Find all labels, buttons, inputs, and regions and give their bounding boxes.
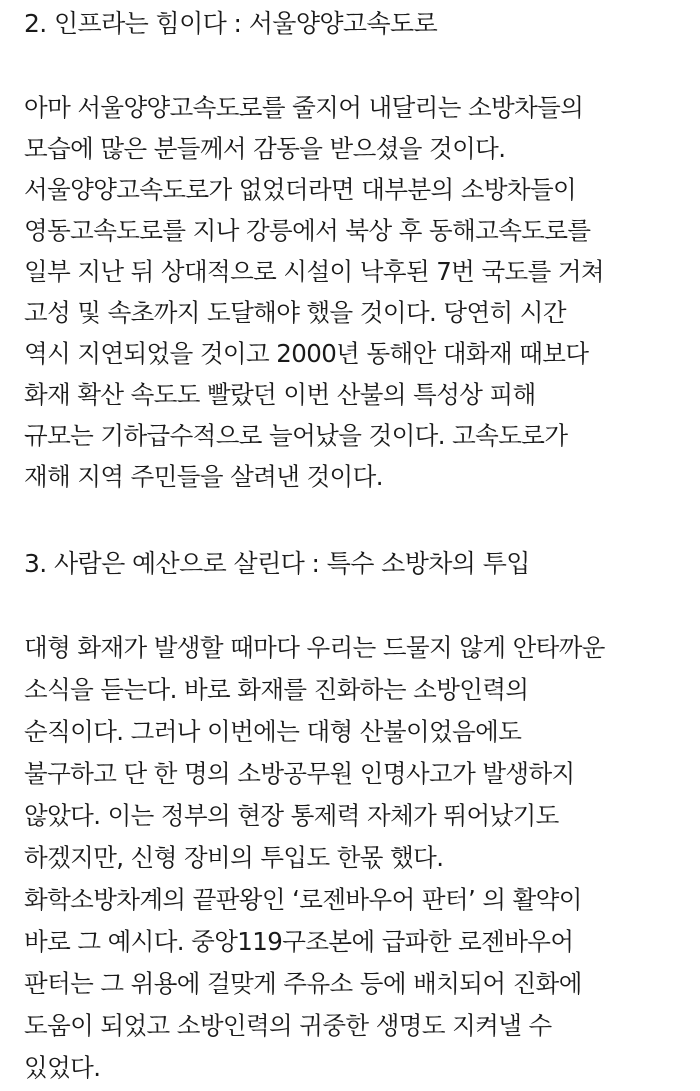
paragraph-line: 순직이다. 그러나 이번에는 대형 산불이었음에도 (24, 717, 522, 746)
paragraph-line: 모습에 많은 분들께서 감동을 받으셨을 것이다. (24, 134, 506, 163)
paragraph-line: 화학소방차계의 끝판왕인 ‘로젠바우어 판터’ 의 활약이 (24, 885, 582, 914)
section-heading-special-fire-trucks: 3. 사람은 예산으로 살린다 : 특수 소방차의 투입 (24, 549, 530, 578)
paragraph-line: 소식을 듣는다. 바로 화재를 진화하는 소방인력의 (24, 675, 529, 704)
paragraph-line: 않았다. 이는 정부의 현장 통제력 자체가 뛰어났기도 (24, 801, 559, 830)
paragraph-line: 화재 확산 속도도 빨랐던 이번 산불의 특성상 피해 (24, 380, 536, 409)
paragraph-line: 고성 및 속초까지 도달해야 했을 것이다. 당연히 시간 (24, 298, 566, 327)
paragraph-line: 바로 그 예시다. 중앙119구조본에 급파한 로젠바우어 (24, 927, 574, 956)
paragraph-line: 있었다. (24, 1053, 101, 1082)
paragraph-line: 역시 지연되었을 것이고 2000년 동해안 대화재 때보다 (24, 339, 589, 368)
paragraph-line: 대형 화재가 발생할 때마다 우리는 드물지 않게 안타까운 (24, 633, 605, 662)
paragraph-line: 아마 서울양양고속도로를 줄지어 내달리는 소방차들의 (24, 93, 584, 122)
paragraph-line: 판터는 그 위용에 걸맞게 주유소 등에 배치되어 진화에 (24, 969, 582, 998)
paragraph-line: 도움이 되었고 소방인력의 귀중한 생명도 지켜낼 수 (24, 1011, 552, 1040)
paragraph-line: 영동고속도로를 지나 강릉에서 북상 후 동해고속도로를 (24, 216, 591, 245)
paragraph-line: 일부 지난 뒤 상대적으로 시설이 낙후된 7번 국도를 거쳐 (24, 257, 604, 286)
paragraph-line: 서울양양고속도로가 없었더라면 대부분의 소방차들이 (24, 175, 577, 204)
paragraph-line: 규모는 기하급수적으로 늘어났을 것이다. 고속도로가 (24, 421, 568, 450)
paragraph-line: 재해 지역 주민들을 살려낸 것이다. (24, 462, 383, 491)
section-heading-infrastructure: 2. 인프라는 힘이다 : 서울양양고속도로 (24, 9, 438, 38)
paragraph-line: 하겠지만, 신형 장비의 투입도 한몫 했다. (24, 843, 444, 872)
paragraph-line: 불구하고 단 한 명의 소방공무원 인명사고가 발생하지 (24, 759, 575, 788)
